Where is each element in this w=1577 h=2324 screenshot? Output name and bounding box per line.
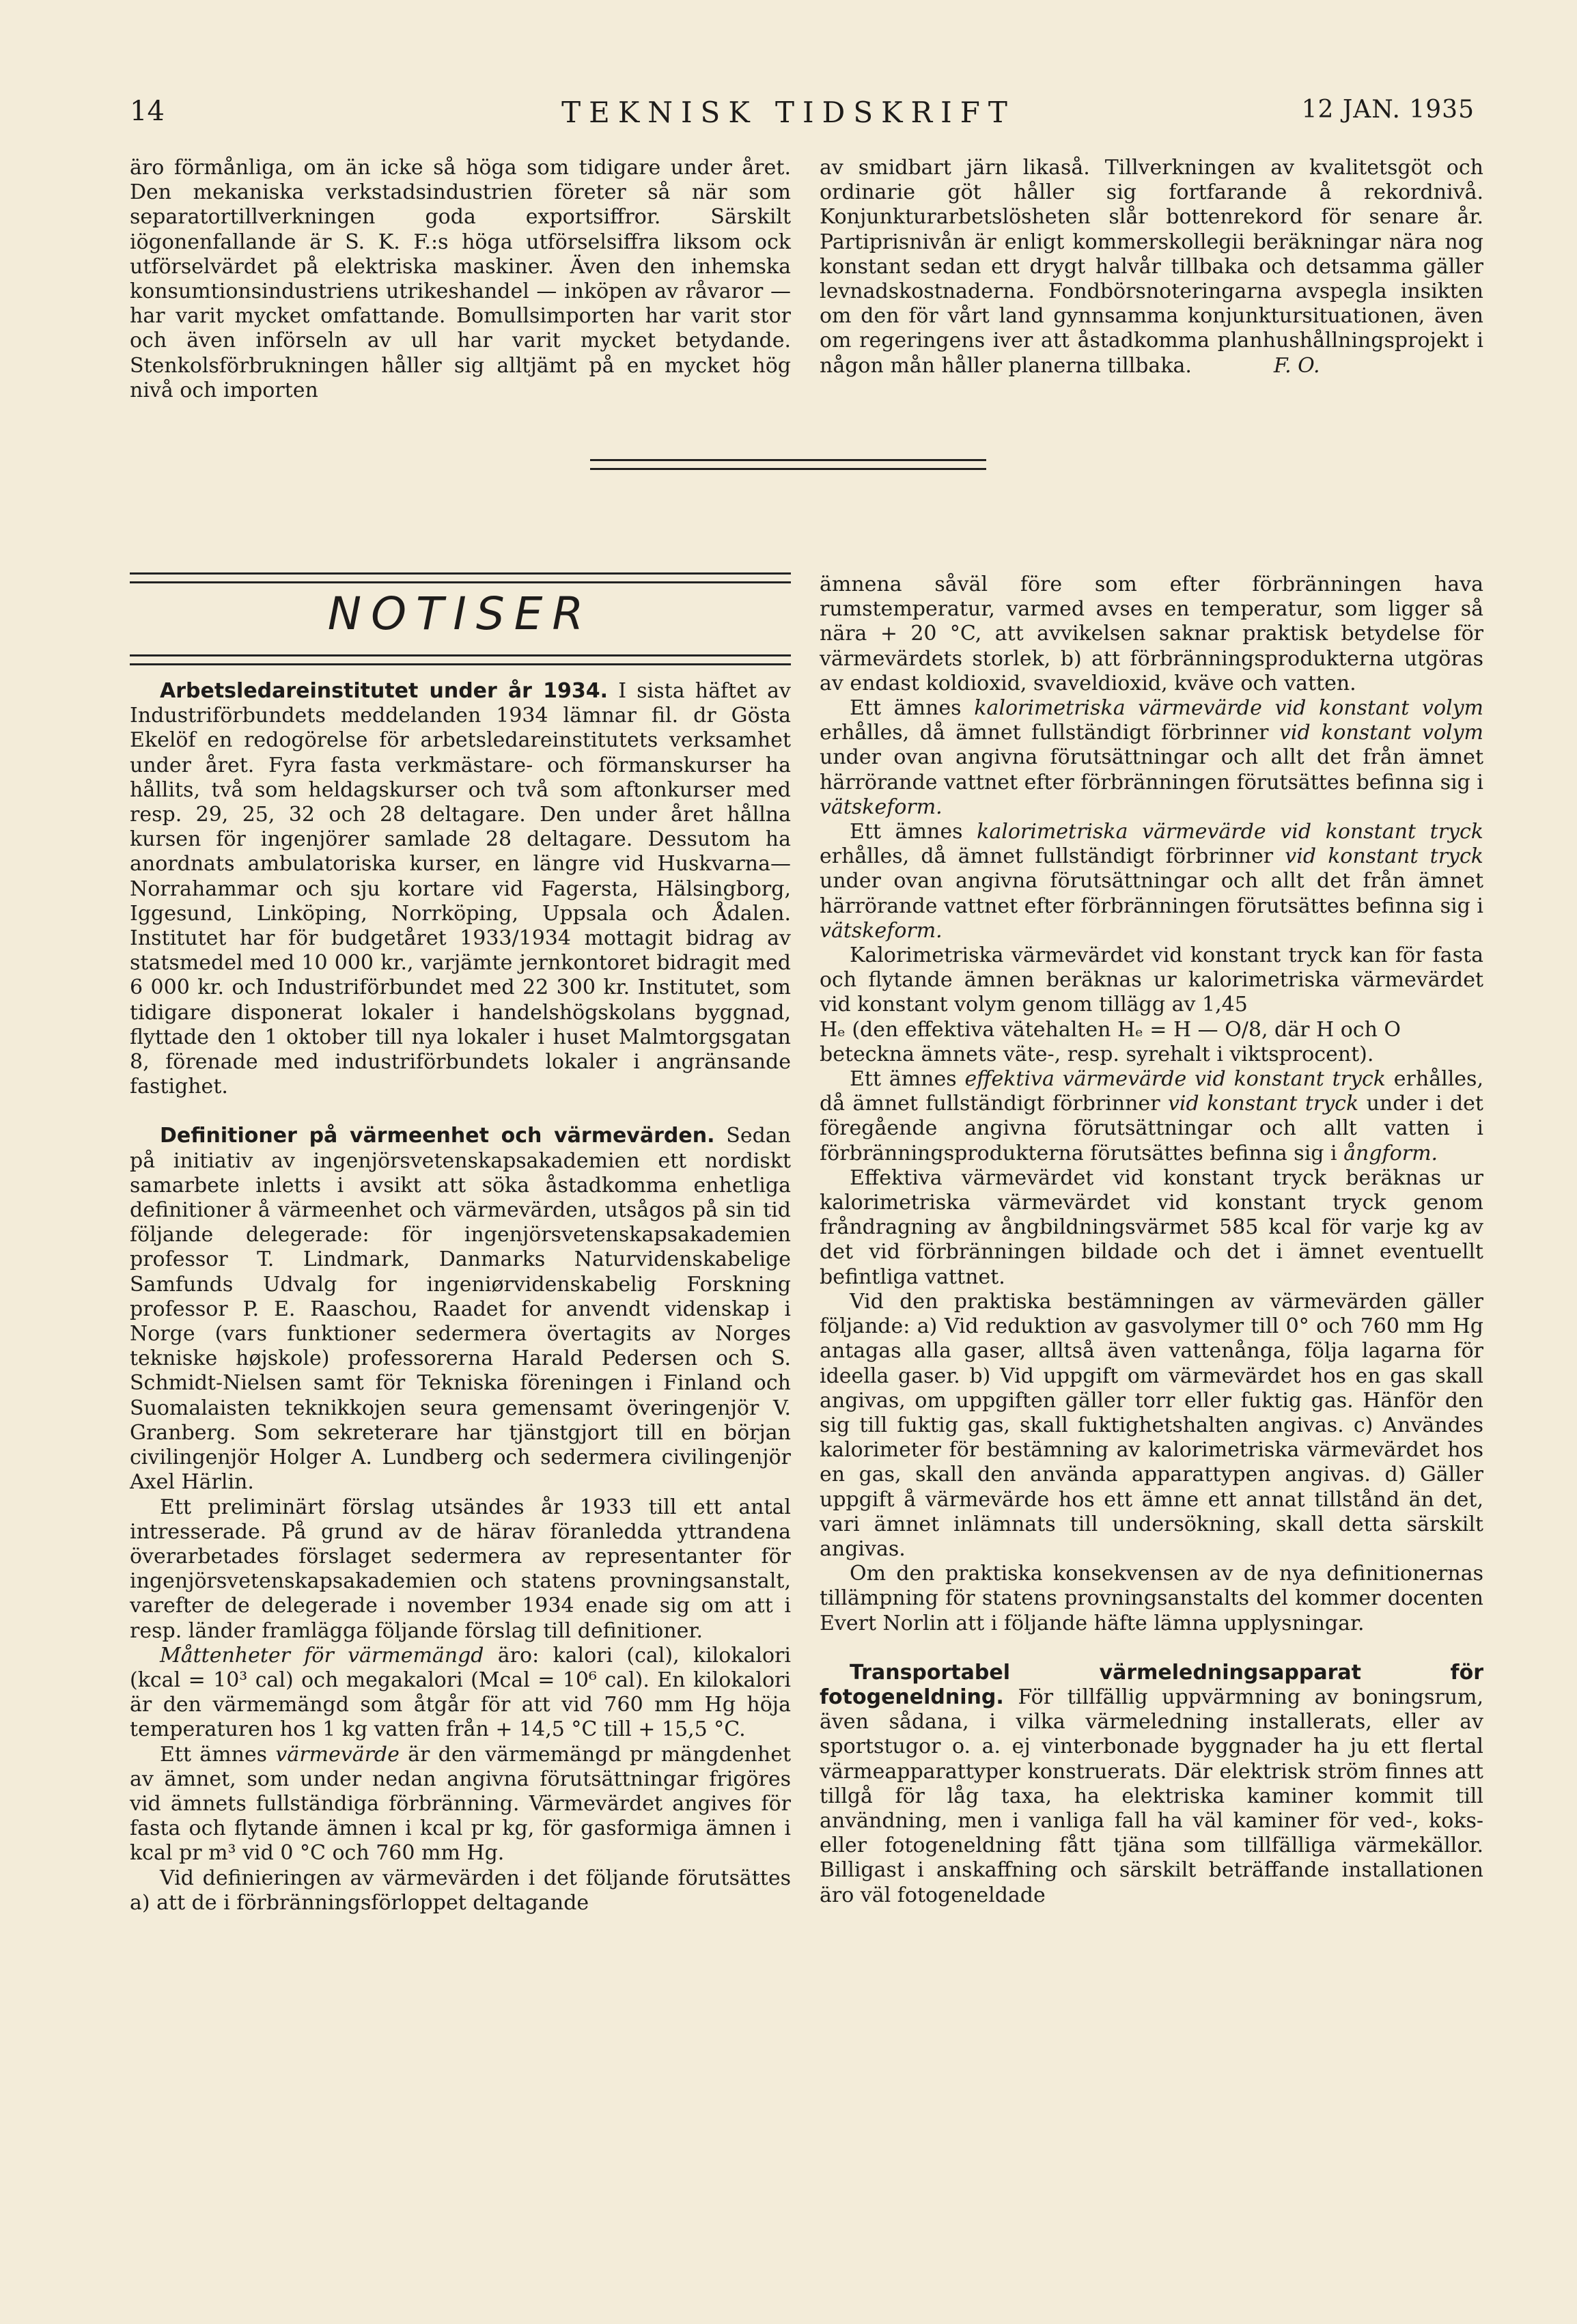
issue-date: 12 JAN. 1935: [1301, 96, 1475, 124]
paragraph-text: under ovan angivna förutsättningar och allt det från ämnet härrörande vattnet efter förbränningen förutsättes befinna sig i: [820, 869, 1483, 918]
paragraph: Ett preliminärt förslag utsändes år 1933 till ett antal intresserade. På grund av de härav föranledda yttrandena överarbetades förslaget sedermera av representanter för ingenjörsvetenskapsakademien och statens provningsanstalt, varefter de delegerade i november 1934 enade sig om att i resp. länder framlägga följande förslag till definitioner.: [130, 1495, 791, 1643]
term: ångform.: [1343, 1141, 1438, 1165]
article-body: I sista häftet av Industriförbundets meddelanden 1934 lämnar fil. dr Gösta Ekelöf en redogörelse för arbetsledareinstitutets verksamhet under året. Fyra fasta verkmästare- och förmanskurser ha hållits, två som heldagskurser och två som aftonkurser med resp. 29, 25, 32 och 28 deltagare. Den under året hållna kursen för ingenjörer samlade 28 deltagare. Dessutom ha anordnats ambulatoriska kurser, en längre vid Huskvarna—Norrahammar och sju kortare vid Fagersta, Hälsingborg, Iggesund, Linköping, Norrköping, Uppsala och Ådalen. Institutet har för budgetåret 1933/1934 mottagit bidrag av statsmedel med 10 000 kr., varjämte jernkontoret bidragit med 6 000 kr. och Industriförbundet med 22 300 kr. Institutet, som tidigare disponerat lokaler i handelshögskolans byggnad, flyttade den 1 oktober till nya lokaler i huset Malmtorgsgatan 8, förenade med industriförbundets lokaler i angränsande fastighet.: [130, 679, 792, 1099]
term: värmevärde: [275, 1742, 400, 1767]
paragraph-text: äro: kalori (cal), kilokalori (kcal = 10³ cal) och megakalori (Mcal = 10⁶ cal). En kilokalori är den värmemängd som åtgår för att vid 760 mm Hg höja temperaturen hos 1 kg vatten från + 14,5 °C till + 15,5 °C.: [130, 1643, 791, 1742]
paragraph-text: Ett ämnes: [160, 1742, 268, 1767]
right-column: [820, 572, 1483, 1908]
paragraph: Vid definieringen av värmevärden i det följande förutsättes a) att de i förbränningsförloppet deltagande: [130, 1866, 791, 1915]
paragraph: beteckna ämnets väte-, resp. syrehalt i viktsprocent).: [820, 1042, 1374, 1066]
term: vid konstant tryck: [1285, 844, 1483, 869]
term: kalorimetriska värmevärde vid konstant volym: [974, 696, 1484, 721]
journal-title: TEKNISK TIDSKRIFT: [561, 96, 1016, 129]
paragraph-text: Ett ämnes: [850, 1067, 957, 1092]
paragraph: Effektiva värmevärdet vid konstant tryck beräknas ur kalorimetriska värmevärdet vid konstant tryck genom fråndragning av ångbildningsvärmet 585 kcal för varje kg av det vid förbränningen bildade och det i ämnet eventuellt befintliga vattnet.: [820, 1165, 1483, 1289]
author-signature: F. O.: [1273, 353, 1320, 378]
article-heading: Arbetsledareinstitutet under år 1934.: [160, 679, 608, 703]
article-definitioner: [130, 1124, 791, 1495]
term: vid konstant volym: [1279, 721, 1483, 745]
section-heading: [130, 572, 791, 668]
paragraph: Om den praktiska konsekvensen av de nya definitionernas tillämpning för statens provningsanstalts del kommer docenten Evert Norlin att i följande häfte lämna upplysningar.: [820, 1562, 1483, 1635]
term: vid konstant tryck: [1167, 1092, 1359, 1116]
paragraph: [130, 1644, 791, 1743]
paragraph: Sedan på initiativ av ingenjörsvetenskapsakademien ett nordiskt samarbete inletts i avsikt att söka åstadkomma enhetliga definitioner å värmeenhet och värmevärden, utsågos på sin tid följande delegerade: för ingenjörsvetenskapsakademien professor T. Lindmark, Danmarks Naturvidenskabelige Samfunds Udvalg for ingeniørvidenskabelig Forskning professor P. E. Raaschou, Raadet for anvendt videnskap i Norge (vars funktioner sedermera övertagits av Norges tekniske højskole) professorerna Harald Pedersen och S. Schmidt-Nielsen samt för Tekniska föreningen i Finland och Suomalaisten teknikkojen seura gemensamt överingenjör V. Granberg. Som sekreterare har tjänstgjort till en början civilingenjör Holger A. Lundberg och sedermera civilingenjör Axel Härlin.: [130, 1124, 791, 1495]
paragraph-text: erhålles, då ämnet fullständigt förbrinner: [820, 721, 1269, 745]
paragraph-text: under ovan angivna förutsättningar och allt det från ämnet härrörande vattnet efter förbränningen förutsättes befinna sig i: [820, 745, 1483, 794]
paragraph-text: erhålles, då ämnet fullständigt förbrinner: [820, 1067, 1483, 1116]
double-rule-top: [130, 572, 791, 583]
article-transportabel: [820, 1661, 1483, 1908]
paragraph: ämnena såväl före som efter förbränningen hava rumstemperatur, varmed avses en temperatur, som ligger så nära + 20 °C, att avvikelsen saknar praktisk betydelse för värmevärdets storlek, b) att förbränningsprodukterna utgöras av endast koldioxid, svaveldioxid, kväve och vatten.: [820, 572, 1483, 695]
paragraph: Vid den praktiska bestämningen av värmevärden gäller följande: a) Vid reduktion av gasvolymer till 0° och 760 mm Hg antagas alla gaser, alltså även vattenånga, följa lagarna för ideella gaser. b) Vid uppgift om värmevärdet hos en gas skall angivas, om uppgiften gäller torr eller fuktig gas. Hänför den sig till fuktig gas, skall fuktighetshalten angivas. c) Användes kalorimeter för bestämning av kalorimetriska värmevärdet hos en gas, skall den använda apparattypen angivas. d) Gäller uppgift å värmevärde hos ett ämne ett annat tillstånd än det, vari ämnet inlämnats till undersökning, skall detta särskilt angivas.: [820, 1289, 1483, 1561]
top-left-column: [130, 156, 791, 403]
top-right-body: av smidbart järn likaså. Tillverkningen av kvalitetsgöt och ordinarie göt håller sig fortfarande å rekordnivå. Konjunkturarbetslösheten slår bottenrekord för senare år. Partiprisnivån är enligt kommerskollegii beräkningar nära nog konstant sedan ett drygt halvår tillbaka och detsamma gäller levnadskostnaderna. Fondbörsnoteringarna avspegla insikten om den för vårt land gynnsamma konjunktursituationen, även om regeringens iver att åstadkomma planhushållningsprojekt i någon mån håller planerna tillbaka.: [820, 156, 1483, 378]
double-rule-bottom: [130, 654, 791, 665]
top-right-column: [820, 156, 1483, 378]
paragraph-text: under i det föregående angivna förutsättningar och allt vatten i förbränningsprodukterna förutsättes befinna sig i: [820, 1092, 1483, 1165]
left-column: [130, 679, 791, 1915]
top-right-text: [820, 156, 1483, 378]
term: Måttenheter för värmemängd: [160, 1643, 484, 1668]
term: vätskeform.: [820, 918, 943, 943]
page-number: 14: [130, 96, 165, 127]
article-arbetsledare: [130, 679, 791, 1099]
article-heading: Definitioner på värmeenhet och värmevärden.: [160, 1124, 715, 1148]
paragraph-text: Ett ämnes: [850, 820, 963, 844]
paragraph: [130, 1743, 791, 1866]
running-header: [0, 96, 1577, 143]
paragraph-text: är den värmemängd pr mängdenhet av ämnet, som under nedan angivna förutsättningar frigöres vid ämnets fullständiga förbränning. Värmevärdet angives för fasta och flytande ämnen i kcal pr kg, för gasformiga ämnen i kcal pr m³ vid 0 °C och 760 mm Hg.: [130, 1742, 792, 1866]
paragraph: [820, 820, 1483, 943]
paragraph: Kalorimetriska värmevärdet vid konstant tryck kan för fasta och flytande ämnen beräknas ur kalorimetriska värmevärdet vid konstant volym genom tillägg av 1,45: [820, 943, 1483, 1017]
formula-line: Hₑ (den effektiva vätehalten Hₑ = H — O/8, där H och O: [820, 1017, 1401, 1042]
paragraph: [820, 1067, 1483, 1166]
article-body: För tillfällig uppvärmning av boningsrum, även sådana, i vilka värmeledning installerats, eller av sportstugor o. a. ej vinterbonade byggnader ha ju ett flertal värmeapparattyper konstruerats. Där elektrisk ström finnes att tillgå för låg taxa, ha elektriska kaminer kommit till användning, men i vanliga fall ha väl kaminer för ved-, koks- eller fotogeneldning fått tjäna som tillfälliga värmekällor. Billigast i anskaffning och särskilt beträffande installationen äro väl fotogeneldade: [820, 1685, 1483, 1907]
term: vätskeform.: [820, 794, 943, 819]
section-title: NOTISER: [327, 587, 594, 640]
term: kalorimetriska värmevärde vid konstant tryck: [977, 820, 1483, 844]
term: effektiva värmevärde vid konstant tryck: [964, 1067, 1386, 1092]
section-divider: [590, 459, 986, 470]
article-heading: Transportabel värmeledningsapparat för fotogeneldning.: [820, 1660, 1483, 1709]
paragraph: [820, 696, 1483, 820]
paragraph-text: Ett ämnes: [850, 696, 962, 721]
paragraph-text: erhålles, då ämnet fullständigt förbrinner: [820, 844, 1274, 869]
top-left-text: äro förmånliga, om än icke så höga som tidigare under året. Den mekaniska verkstadsindustrien företer så när som separatortillverkningen goda exportsiffror. Särskilt iögonenfallande är S. K. F.:s höga utförselsiffra liksom ock utförselvärdet på elektriska maskiner. Även den inhemska konsumtionsindustriens utrikeshandel — inköpen av råvaror — har varit mycket omfattande. Bomullsimporten har varit stor och även införseln av ull har varit mycket betydande. Stenkolsförbrukningen håller sig alltjämt på en mycket hög nivå och importen: [130, 156, 791, 402]
